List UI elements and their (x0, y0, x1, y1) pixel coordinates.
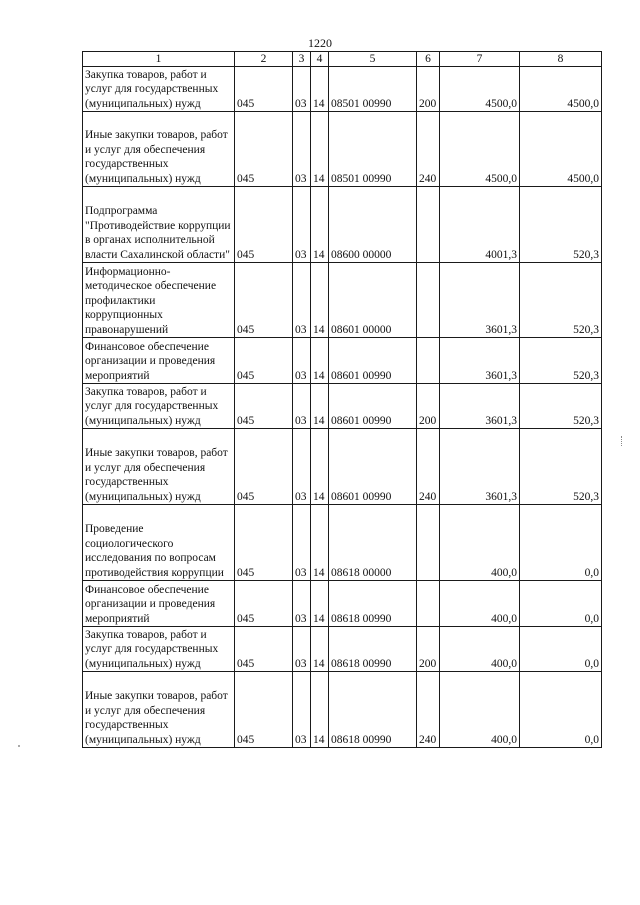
cell-amount-8: 0,0 (520, 505, 602, 581)
row-name: Закупка товаров, работ и услуг для государственных (муниципальных) нужд (83, 627, 235, 672)
cell-ministry: 045 (235, 429, 293, 505)
cell-subsection: 14 (311, 187, 329, 263)
table-row (83, 505, 602, 581)
cell-amount-7: 4500,0 (440, 67, 520, 112)
cell-section: 03 (293, 263, 311, 338)
row-name: Закупка товаров, работ и услуг для государственных (муниципальных) нужд (83, 67, 235, 112)
cell-target: 08618 00990 (329, 627, 417, 672)
cell-amount-8: 0,0 (520, 581, 602, 627)
cell-amount-8: 4500,0 (520, 67, 602, 112)
cell-amount-7: 400,0 (440, 672, 520, 748)
cell-type (417, 505, 440, 581)
cell-amount-8: 520,3 (520, 187, 602, 263)
cell-amount-7: 400,0 (440, 581, 520, 627)
cell-type: 200 (417, 67, 440, 112)
cell-section: 03 (293, 67, 311, 112)
cell-amount-8: 520,3 (520, 384, 602, 429)
cell-ministry: 045 (235, 672, 293, 748)
cell-ministry: 045 (235, 112, 293, 187)
cell-type (417, 263, 440, 338)
cell-amount-8: 0,0 (520, 627, 602, 672)
cell-type: 240 (417, 112, 440, 187)
table-row (83, 429, 602, 505)
cell-type (417, 187, 440, 263)
table-row (83, 187, 602, 263)
row-name: Закупка товаров, работ и услуг для государственных (муниципальных) нужд (83, 384, 235, 429)
column-header: 1 (83, 52, 235, 67)
page-number: 1220 (308, 36, 332, 50)
scan-speck (18, 745, 20, 747)
cell-subsection: 14 (311, 672, 329, 748)
header-row (83, 52, 602, 67)
cell-section: 03 (293, 627, 311, 672)
row-name: Информационно-методическое обеспечение профилактики коррупционных правонарушений (83, 263, 235, 338)
cell-amount-7: 3601,3 (440, 384, 520, 429)
column-header: 6 (417, 52, 440, 67)
table-row (83, 672, 602, 748)
cell-subsection: 14 (311, 67, 329, 112)
cell-target: 08601 00990 (329, 429, 417, 505)
row-name: Подпрограмма "Противодействие коррупции в органах исполнительной власти Сахалинской области" (83, 187, 235, 263)
row-name: Проведение социологического исследования по вопросам противодействия коррупции (83, 505, 235, 581)
cell-amount-7: 4500,0 (440, 112, 520, 187)
cell-ministry: 045 (235, 581, 293, 627)
cell-amount-7: 3601,3 (440, 263, 520, 338)
table-row (83, 263, 602, 338)
cell-amount-7: 3601,3 (440, 429, 520, 505)
cell-section: 03 (293, 384, 311, 429)
cell-type: 240 (417, 672, 440, 748)
table-row (83, 67, 602, 112)
cell-amount-7: 400,0 (440, 505, 520, 581)
cell-type: 240 (417, 429, 440, 505)
cell-ministry: 045 (235, 338, 293, 384)
cell-amount-8: 520,3 (520, 338, 602, 384)
column-header: 3 (293, 52, 311, 67)
cell-ministry: 045 (235, 384, 293, 429)
cell-target: 08618 00990 (329, 581, 417, 627)
table-row (83, 384, 602, 429)
row-name: Иные закупки товаров, работ и услуг для обеспечения государственных (муниципальных) нужд (83, 672, 235, 748)
cell-section: 03 (293, 187, 311, 263)
scan-mark (621, 436, 624, 446)
cell-target: 08601 00990 (329, 384, 417, 429)
column-header: 7 (440, 52, 520, 67)
cell-section: 03 (293, 112, 311, 187)
cell-ministry: 045 (235, 627, 293, 672)
row-name: Иные закупки товаров, работ и услуг для обеспечения государственных (муниципальных) нужд (83, 112, 235, 187)
cell-ministry: 045 (235, 187, 293, 263)
cell-subsection: 14 (311, 505, 329, 581)
cell-amount-7: 4001,3 (440, 187, 520, 263)
cell-subsection: 14 (311, 384, 329, 429)
cell-section: 03 (293, 581, 311, 627)
cell-amount-8: 4500,0 (520, 112, 602, 187)
cell-section: 03 (293, 672, 311, 748)
cell-amount-7: 400,0 (440, 627, 520, 672)
table-row (83, 627, 602, 672)
cell-target: 08618 00990 (329, 672, 417, 748)
table-row (83, 581, 602, 627)
row-name: Иные закупки товаров, работ и услуг для обеспечения государственных (муниципальных) нужд (83, 429, 235, 505)
cell-subsection: 14 (311, 112, 329, 187)
cell-subsection: 14 (311, 338, 329, 384)
cell-ministry: 045 (235, 505, 293, 581)
cell-subsection: 14 (311, 581, 329, 627)
table-row (83, 112, 602, 187)
cell-section: 03 (293, 429, 311, 505)
cell-target: 08501 00990 (329, 67, 417, 112)
cell-type (417, 581, 440, 627)
cell-ministry: 045 (235, 263, 293, 338)
budget-table (82, 51, 602, 748)
cell-type: 200 (417, 384, 440, 429)
table-row (83, 338, 602, 384)
cell-amount-8: 0,0 (520, 672, 602, 748)
cell-target: 08601 00000 (329, 263, 417, 338)
cell-type: 200 (417, 627, 440, 672)
cell-subsection: 14 (311, 627, 329, 672)
column-header: 5 (329, 52, 417, 67)
cell-amount-7: 3601,3 (440, 338, 520, 384)
cell-target: 08600 00000 (329, 187, 417, 263)
row-name: Финансовое обеспечение организации и проведения мероприятий (83, 338, 235, 384)
cell-ministry: 045 (235, 67, 293, 112)
cell-section: 03 (293, 505, 311, 581)
column-header: 8 (520, 52, 602, 67)
cell-type (417, 338, 440, 384)
cell-subsection: 14 (311, 263, 329, 338)
cell-amount-8: 520,3 (520, 263, 602, 338)
row-name: Финансовое обеспечение организации и проведения мероприятий (83, 581, 235, 627)
cell-amount-8: 520,3 (520, 429, 602, 505)
cell-target: 08501 00990 (329, 112, 417, 187)
cell-section: 03 (293, 338, 311, 384)
cell-subsection: 14 (311, 429, 329, 505)
column-header: 2 (235, 52, 293, 67)
cell-target: 08601 00990 (329, 338, 417, 384)
cell-target: 08618 00000 (329, 505, 417, 581)
column-header: 4 (311, 52, 329, 67)
